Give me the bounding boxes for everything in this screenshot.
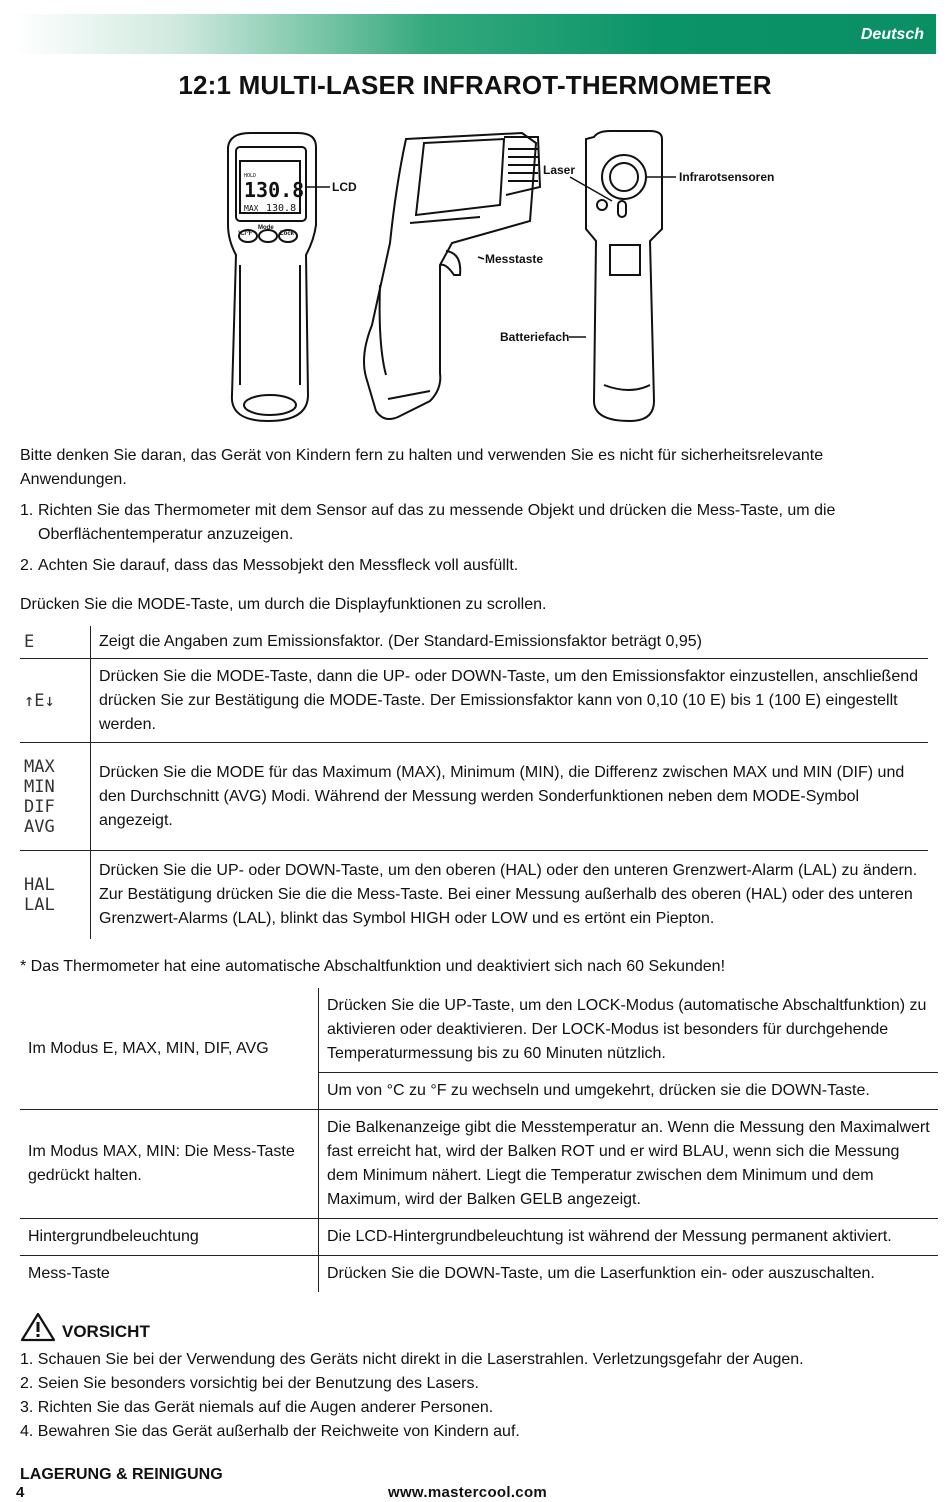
step-1-number: 1. [20, 502, 34, 519]
step-2-number: 2. [20, 557, 34, 574]
mode-table [20, 626, 928, 939]
next-section-heading: LAGERUNG & REINIGUNG [20, 1466, 223, 1483]
warning-icon [20, 1312, 56, 1342]
page-title: 12:1 MULTI-LASER INFRAROT-THERMOMETER [178, 70, 772, 100]
caution-item: 3. Richten Sie das Gerät niemals auf die Augen anderer Personen. [20, 1399, 494, 1416]
mode-symbol: MAX MIN DIF AVG [20, 743, 91, 851]
caution-item: 2. Seien Sie besonders vorsichtig bei der Benutzung des Lasers. [20, 1375, 479, 1392]
function-context: Im Modus MAX, MIN: Die Mess-Taste gedrückt halten. [20, 1110, 319, 1219]
mode-description: Drücken Sie die MODE für das Maximum (MAX), Minimum (MIN), die Differenz zwischen MAX und MIN (DIF) und den Durchschnitt (AVG) Modi. Während der Messung werden Sonderfunktionen neben dem MODE-Symbol angezeigt. [99, 763, 905, 829]
function-row [20, 988, 938, 1073]
function-context: Hintergrundbeleuchtung [20, 1219, 319, 1256]
step-2-text: Achten Sie darauf, dass das Messobjekt den Messfleck voll ausfüllt. [38, 557, 519, 574]
function-row [20, 1219, 938, 1256]
function-description: Die LCD-Hintergrundbeleuchtung ist während der Messung permanent aktiviert. [327, 1228, 892, 1245]
step-1-text: Richten Sie das Thermometer mit dem Sensor auf das zu messende Objekt und drücken die Mess-Taste, um die [38, 502, 836, 519]
header-bar [14, 14, 936, 54]
function-row [20, 1256, 938, 1293]
lock-button-label: Lock [280, 231, 295, 237]
caution-heading [20, 1312, 150, 1347]
mode-description: Drücken Sie die MODE-Taste, dann die UP- oder DOWN-Taste, um den Emissionsfaktor einzustellen, anschließend drücken Sie zur Bestätigung die MODE-Taste. Der Emissionsfaktor kann von 0,10 (10 E) bis 1 (100 E) eingestellt werden. [99, 667, 919, 733]
mode-row [20, 659, 928, 743]
page-number: 4 [16, 1484, 25, 1501]
mode-row [20, 626, 928, 659]
language-label: Deutsch [860, 26, 924, 43]
function-description: Die Balkenanzeige gibt die Messtemperatur an. Wenn die Messung den Maximalwert fast erreicht hat, wird der Balken ROT und er wird BLAU, wenn sich die Messung dem Minimum nähert. Liegt die Temperatur zwischen dem Minimum und dem Maximum, wird der Balken GELB angezeigt. [327, 1119, 930, 1208]
lcd-callout: LCD [332, 180, 357, 194]
unit-button-label: °C/°F [238, 231, 253, 237]
sensor-callout: Infrarotsensoren [679, 170, 775, 184]
function-context: Im Modus E, MAX, MIN, DIF, AVG [20, 988, 319, 1110]
mode-symbol: ↑E↓ [20, 659, 91, 743]
step-1-text-cont: Oberflächentemperatur anzuzeigen. [38, 526, 294, 543]
caution-title: VORSICHT [62, 1322, 150, 1341]
mode-row [20, 851, 928, 939]
function-description: Drücken Sie die DOWN-Taste, um die Laserfunktion ein- oder auszuschalten. [327, 1265, 875, 1282]
function-context: Mess-Taste [20, 1256, 319, 1293]
function-table [20, 988, 938, 1292]
website-url: www.mastercool.com [388, 1484, 548, 1501]
auto-off-note: * Das Thermometer hat eine automatische Abschaltfunktion und deaktiviert sich nach 60 Sekunden! [20, 958, 726, 975]
mode-symbol: HAL LAL [20, 851, 91, 939]
mode-description: Zeigt die Angaben zum Emissionsfaktor. (Der Standard-Emissionsfaktor beträgt 0,95) [99, 633, 702, 650]
lcd-main-reading: 130.8 [244, 178, 305, 202]
caution-list [20, 1348, 804, 1444]
lcd-max-reading: 130.8 [266, 203, 297, 214]
lcd-max-label: MAX [244, 204, 259, 213]
mode-row [20, 743, 928, 851]
laser-callout: Laser [543, 163, 576, 177]
battery-callout: Batteriefach [500, 330, 570, 344]
caution-item: 1. Schauen Sie bei der Verwendung des Geräts nicht direkt in die Laserstrahlen. Verletzungsgefahr der Augen. [20, 1351, 804, 1368]
trigger-callout: Messtaste [485, 252, 544, 266]
thermometer-figure [210, 125, 810, 435]
lcd-status-text: HOLD [244, 173, 257, 179]
function-description: Drücken Sie die UP-Taste, um den LOCK-Modus (automatische Abschaltfunktion) zu aktivieren oder deaktivieren. Der LOCK-Modus ist besonders für durchgehende Temperaturmessung bis zu 60 Minuten nützlich. [327, 997, 927, 1062]
function-row [20, 1110, 938, 1219]
intro-paragraph: Bitte denken Sie daran, das Gerät von Kindern fern zu halten und verwenden Sie es nicht für sicherheitsrelevante Anwendungen. [20, 447, 824, 488]
caution-item: 4. Bewahren Sie das Gerät außerhalb der Reichweite von Kindern auf. [20, 1423, 520, 1440]
mode-button-label: Mode [258, 225, 274, 231]
mode-intro: Drücken Sie die MODE-Taste, um durch die Displayfunktionen zu scrollen. [20, 596, 547, 613]
mode-symbol: E [20, 626, 91, 659]
function-description: Um von °C zu °F zu wechseln und umgekehrt, drücken sie die DOWN-Taste. [327, 1082, 870, 1099]
mode-description: Drücken Sie die UP- oder DOWN-Taste, um den oberen (HAL) oder den unteren Grenzwert-Alarm (LAL) zu ändern. Zur Bestätigung drücken Sie die die Mess-Taste. Bei einer Messung außerhalb des oberen (HAL) oder des unteren Grenzwert-Alarms (LAL), blinkt das Symbol HIGH oder LOW und es ertönt ein Piepton. [99, 861, 918, 927]
